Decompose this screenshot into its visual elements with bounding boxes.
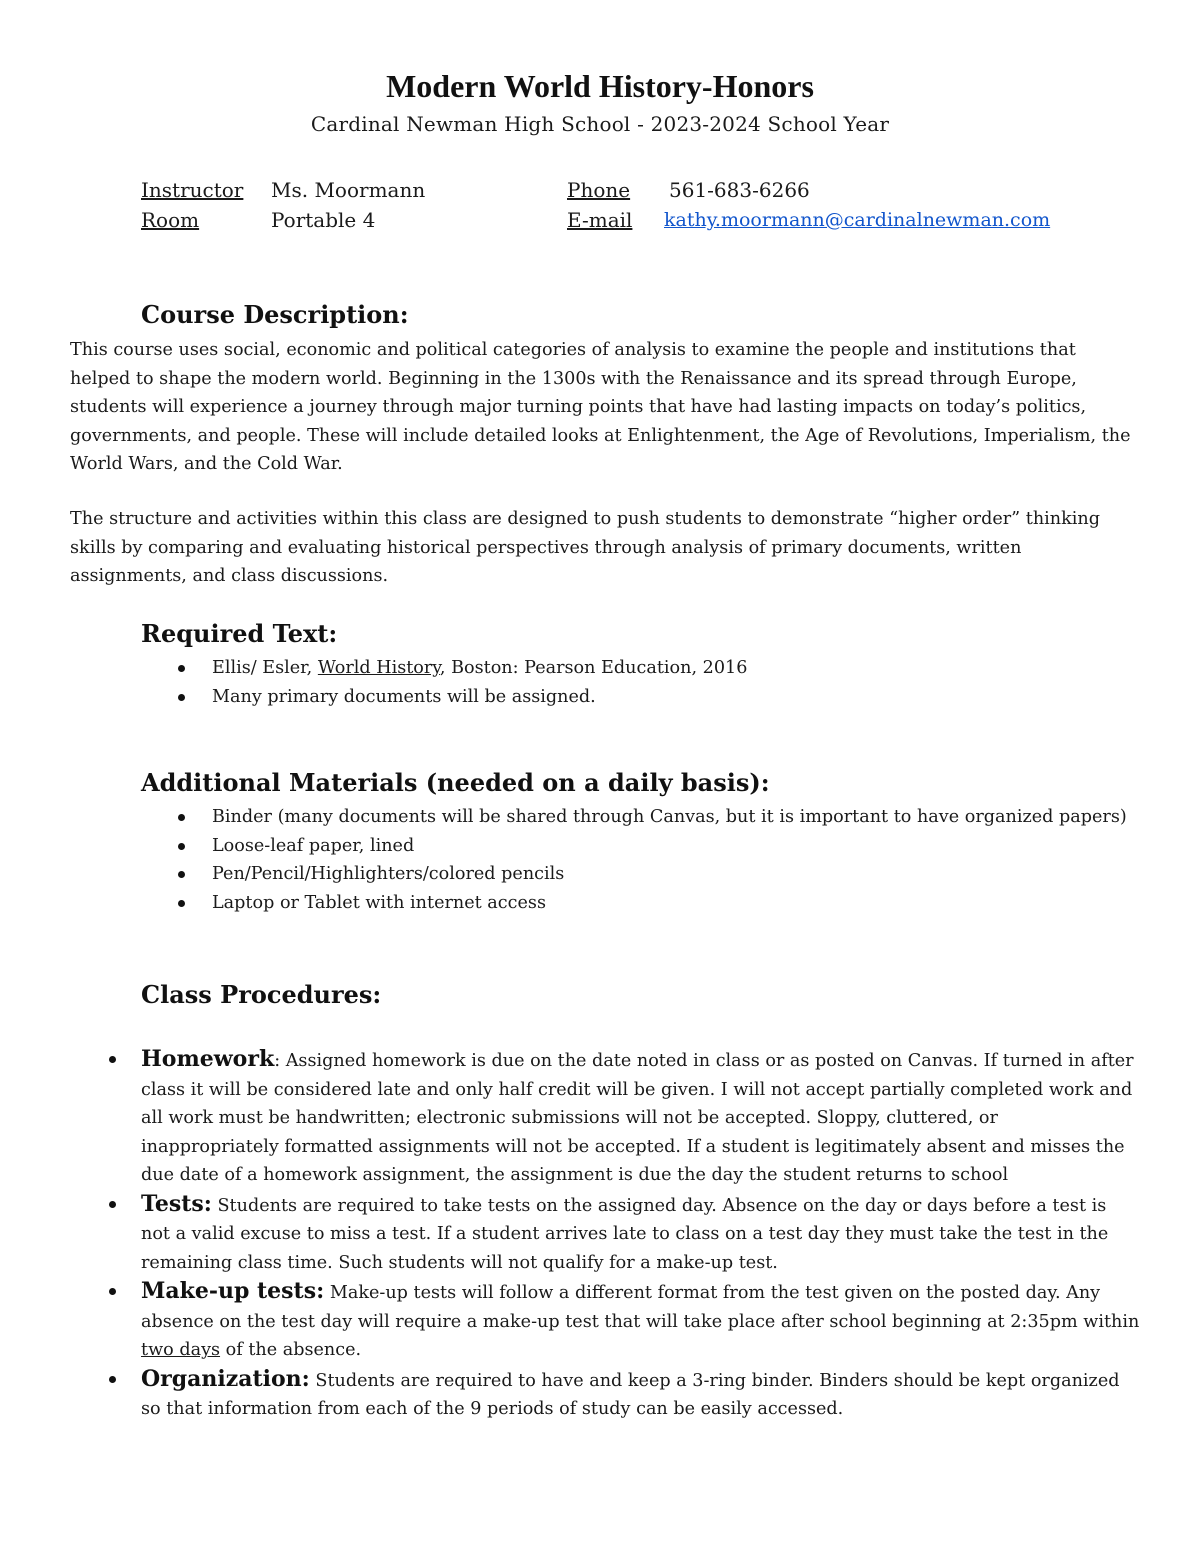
course-description-paragraph-1: This course uses social, economic and political categories of analysis to examine the people and institutions that helped to shape the modern world. Beginning in the 1300s with the Renaissance and its spread through Europe, students will experience a journey through major turning points that have had lasting impacts on today’s politics, governments, and people. These will include detailed looks at Enlightenment, the Age of Revolutions, Imperialism, the World Wars, and the Cold War. xyxy=(70,340,1131,474)
required-text-list xyxy=(141,654,1141,711)
phone-value: 561-683-6266 xyxy=(669,178,810,202)
organization-term: Organization: xyxy=(141,1365,310,1392)
room-label: Room xyxy=(141,208,200,232)
list-item: Binder (many documents will be shared through Canvas, but it is important to have organized papers) xyxy=(141,803,1131,832)
email-label: E-mail xyxy=(567,208,633,232)
required-text-heading: Required Text: xyxy=(141,619,338,648)
instructor-value: Ms. Moormann xyxy=(271,178,426,202)
page-subtitle: Cardinal Newman High School - 2023-2024 School Year xyxy=(310,112,890,136)
textbook-title: World History xyxy=(317,658,440,678)
list-item: Many primary documents will be assigned. xyxy=(141,683,1141,712)
list-item: Ellis/ Esler, World History, Boston: Pearson Education, 2016 xyxy=(141,654,1141,683)
course-description-heading: Course Description: xyxy=(141,300,409,329)
two-days-emphasis: two days xyxy=(141,1340,221,1360)
page-title: Modern World History-Honors xyxy=(386,68,814,104)
additional-materials-list xyxy=(141,803,1131,917)
list-item: Loose-leaf paper, lined xyxy=(141,832,1131,861)
homework-term: Homework xyxy=(141,1046,275,1072)
additional-materials-heading: Additional Materials (needed on a daily basis): xyxy=(141,768,770,797)
instructor-label: Instructor xyxy=(141,178,244,202)
procedure-organization: Organization: Students are required to have and keep a 3-ring binder. Binders should be kept organized so that information from each of the 9 periods of study can be easily accessed. xyxy=(70,1365,1140,1424)
course-description-paragraph-2: The structure and activities within this class are designed to push students to demonstrate “higher order” thinking skills by comparing and evaluating historical perspectives through analysis of primary documents, written assignments, and class discussions. xyxy=(70,509,1101,586)
procedure-tests: Tests: Students are required to take tests on the assigned day. Absence on the day or days before a test is not a valid excuse to miss a test. If a student arrives late to class on a test day they must take the test in the remaining class time. Such students will not qualify for a make-up test. xyxy=(70,1190,1140,1278)
tests-term: Tests: xyxy=(141,1190,212,1217)
class-procedures-list xyxy=(70,1045,1140,1424)
makeup-term: Make-up tests: xyxy=(141,1278,325,1304)
list-item: Laptop or Tablet with internet access xyxy=(141,889,1131,918)
procedure-homework: Homework: Assigned homework is due on the date noted in class or as posted on Canvas. If turned in after class it will be considered late and only half credit will be given. I will not accept partially completed work and all work must be handwritten; electronic submissions will not be accepted. Sloppy, cluttered, or inappropriately formatted assignments will not be accepted. If a student is legitimately absent and misses the due date of a homework assignment, the assignment is due the day the student returns to school xyxy=(70,1045,1140,1190)
list-item: Pen/Pencil/Highlighters/colored pencils xyxy=(141,860,1131,889)
phone-label: Phone xyxy=(567,178,631,202)
room-value: Portable 4 xyxy=(271,208,376,232)
info-row-instructor xyxy=(0,175,1200,205)
procedure-makeup-tests: Make-up tests: Make-up tests will follow a different format from the test given on the posted day. Any absence on the test day will require a make-up test that will take place after school beginning at 2:35pm within two days of the absence. xyxy=(70,1277,1140,1365)
class-procedures-heading: Class Procedures: xyxy=(141,980,382,1009)
email-link[interactable]: kathy.moormann@cardinalnewman.com xyxy=(664,209,1051,231)
info-row-room xyxy=(0,205,1200,235)
